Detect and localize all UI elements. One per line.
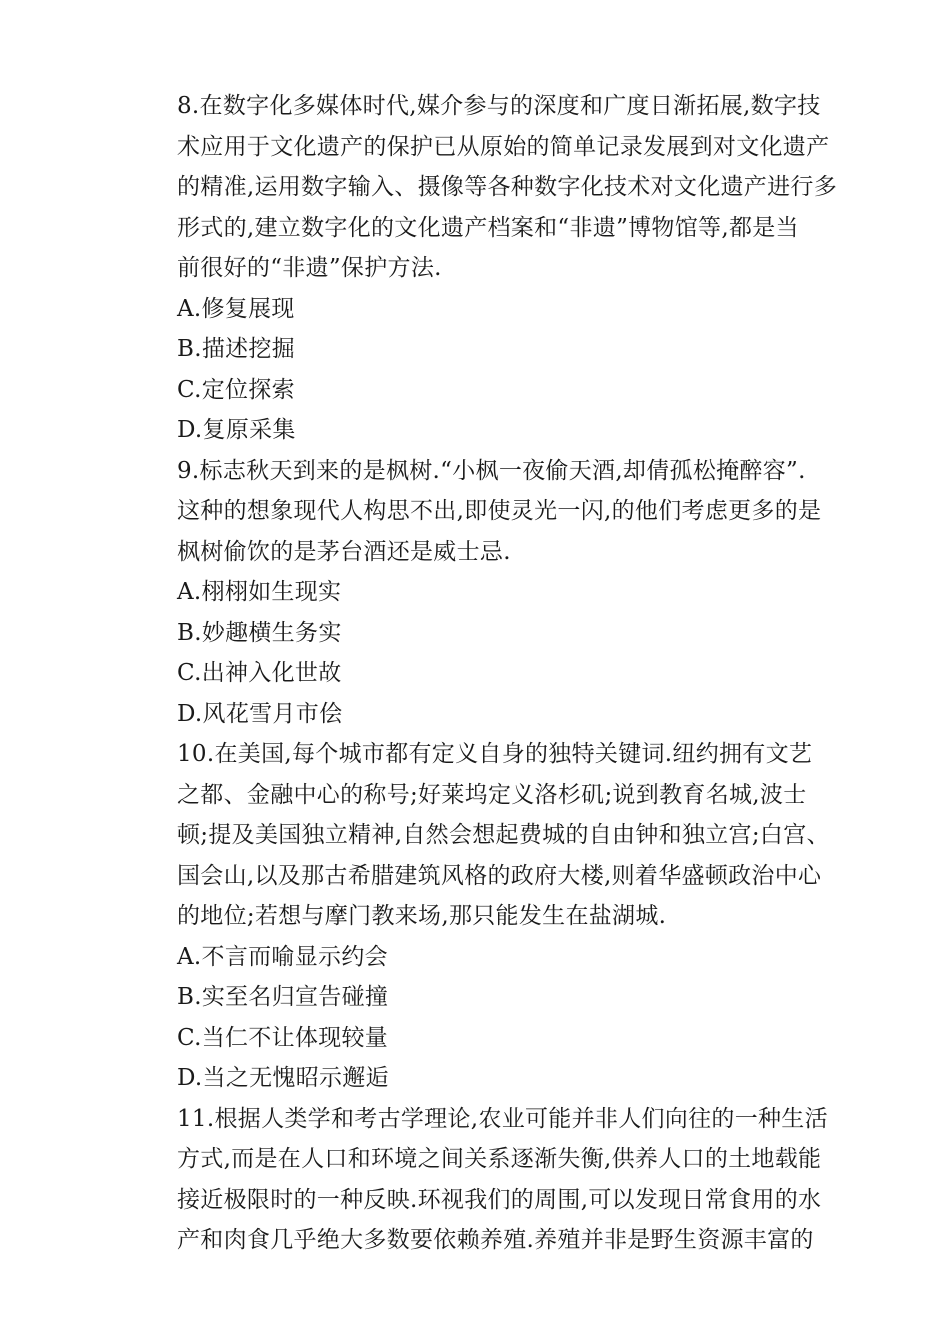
question-10-line-1: 10.在美国,每个城市都有定义自身的独特关键词.纽约拥有文艺 — [177, 741, 813, 767]
question-11-line-3: 接近极限时的一种反映.环视我们的周围,可以发现日常食用的水 — [177, 1186, 822, 1213]
question-9-line-2: 这种的想象现代人构思不出,即使灵光一闪,的他们考虑更多的是 — [177, 498, 822, 524]
question-9-option-b: B.妙趣横生务实 — [177, 619, 342, 646]
question-10-line-2: 之都、金融中心的称号;好莱坞定义洛杉矶;说到教育名城,波士 — [177, 781, 807, 808]
question-8 — [177, 86, 837, 451]
question-10-option-c: C.当仁不让体现较量 — [177, 1024, 389, 1051]
question-8-option-d: D.复原采集 — [177, 417, 296, 443]
question-8-line-1: 8.在数字化多媒体时代,媒介参与的深度和广度日渐拓展,数字技 — [177, 93, 821, 119]
question-9-line-1: 9.标志秋天到来的是枫树.“小枫一夜偷天酒,却倩孤松掩醉容”. — [177, 457, 806, 484]
document-content — [177, 86, 837, 1261]
question-10-line-3: 顿;提及美国独立精神,自然会想起费城的自由钟和独立宫;白宫、 — [177, 822, 830, 848]
question-8-option-b: B.描述挖掘 — [177, 336, 296, 362]
question-8-option-a: A.修复展现 — [177, 295, 295, 322]
question-8-line-3: 的精准,运用数字输入、摄像等各种数字化技术对文化遗产进行多 — [177, 174, 838, 200]
question-8-option-c: C.定位探索 — [177, 376, 295, 403]
question-8-line-2: 术应用于文化遗产的保护已从原始的简单记录发展到对文化遗产 — [177, 133, 830, 160]
question-9-option-c: C.出神入化世故 — [177, 660, 342, 686]
question-10 — [177, 734, 837, 1099]
question-11 — [177, 1099, 837, 1261]
question-10-line-4: 国会山,以及那古希腊建筑风格的政府大楼,则着华盛顿政治中心 — [177, 862, 822, 889]
question-11-line-1: 11.根据人类学和考古学理论,农业可能并非人们向往的一种生活 — [177, 1105, 828, 1132]
question-10-option-b: B.实至名归宣告碰撞 — [177, 984, 389, 1010]
question-10-option-a: A.不言而喻显示约会 — [177, 943, 388, 970]
question-9-line-3: 枫树偷饮的是茅台酒还是威士忌. — [177, 538, 511, 565]
question-11-line-4: 产和肉食几乎绝大多数要依赖养殖.养殖并非是野生资源丰富的 — [177, 1227, 814, 1253]
question-8-line-5: 前很好的“非遗”保护方法. — [177, 255, 442, 281]
question-11-line-2: 方式,而是在人口和环境之间关系逐渐失衡,供养人口的土地载能 — [177, 1146, 822, 1172]
question-9-option-d: D.风花雪月市侩 — [177, 700, 343, 727]
question-9 — [177, 451, 837, 735]
question-9-option-a: A.栩栩如生现实 — [177, 579, 342, 605]
question-8-line-4: 形式的,建立数字化的文化遗产档案和“非遗”博物馆等,都是当 — [177, 214, 799, 241]
question-10-line-5: 的地位;若想与摩门教来场,那只能发生在盐湖城. — [177, 903, 667, 929]
question-10-option-d: D.当之无愧昭示邂逅 — [177, 1065, 389, 1091]
